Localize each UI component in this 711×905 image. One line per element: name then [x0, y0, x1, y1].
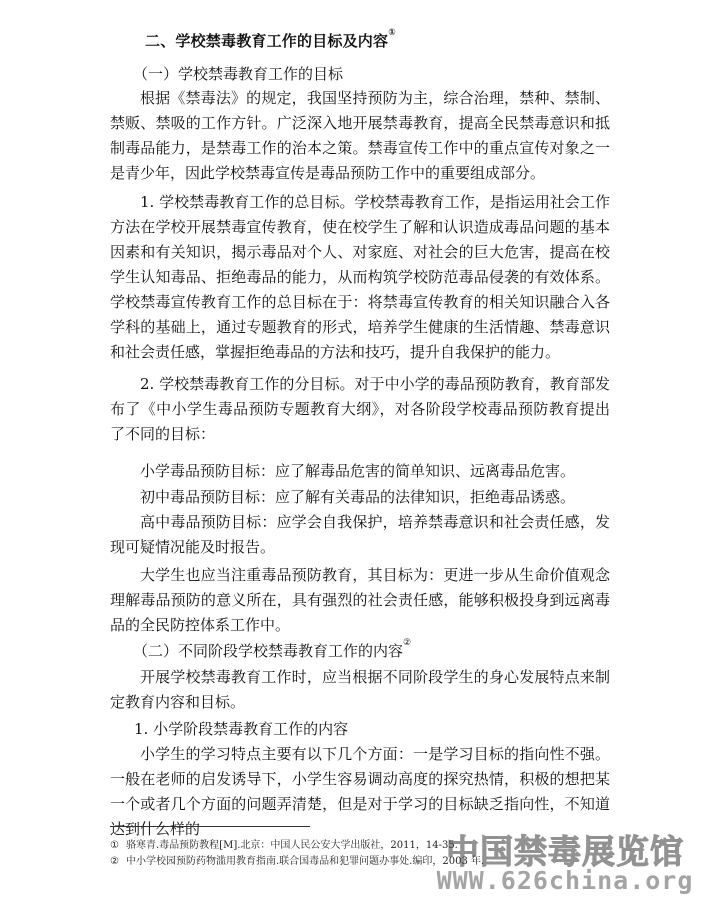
goal-primary-school: 小学毒品预防目标：应了解毒品危害的简单知识、远离毒品危害。 — [140, 462, 576, 480]
footnote-2-mark: ② — [110, 856, 119, 867]
paragraph-content-intro: 开展学校禁毒教育工作时，应当根据不同阶段学生的身心发展特点来制定教育内容和目标。 — [110, 668, 610, 711]
paragraph-sub-goals: 2. 学校禁毒教育工作的分目标。对于中小学的毒品预防教育，教育部发布了《中小学生毒品预防专题教育大纲》，对各阶段学校毒品预防教育提出了不同的目标： — [110, 375, 610, 443]
primary-content-heading: 1. 小学阶段禁毒教育工作的内容 — [134, 720, 349, 738]
footnote-separator — [110, 826, 310, 827]
goal-junior-high: 初中毒品预防目标：应了解有关毒品的法律知识，拒绝毒品诱惑。 — [140, 488, 576, 506]
subsection-title-content-text: （二）不同阶段学校禁毒教育工作的内容 — [133, 642, 404, 660]
section-heading — [145, 30, 396, 51]
watermark-url: WWW.626china.org — [436, 866, 694, 895]
subsection-title-goals: （一）学校禁毒教育工作的目标 — [133, 65, 344, 83]
footnote-2-text: 中小学校园预防药物滥用教育指南.联合国毒品和犯罪问题办事处.编印，2003 年. — [126, 856, 485, 867]
watermark — [425, 826, 705, 898]
paragraph-primary-traits: 小学生的学习特点主要有以下几个方面：一是学习目标的指向性不强。一般在老师的启发诱导下，小学生容易调动高度的探究热情，积极的想把某一个或者几个方面的问题弄清楚，但是对于学习的目标缺乏指向性，不知道达到什么样的 — [110, 745, 610, 838]
footnote-ref-2: ② — [403, 638, 412, 648]
paragraph-college-goal: 大学生也应当注重毒品预防教育，其目标为：更进一步从生命价值观念理解毒品预防的意义所在，具有强烈的社会责任感，能够积极投身到远离毒品的全民防控体系工作中。 — [110, 566, 610, 634]
footnote-ref-1: ① — [388, 28, 397, 38]
paragraph-intro: 根据《禁毒法》的规定，我国坚持预防为主，综合治理，禁种、禁制、禁贩、禁吸的工作方针。广泛深入地开展禁毒教育，提高全民禁毒意识和抵制毒品能力，是禁毒工作的治本之策。禁毒宣传工作中的重点宣传对象之一是青少年，因此学校禁毒宣传是毒品预防工作中的重要组成部分。 — [110, 89, 610, 182]
footnote-1 — [110, 836, 458, 851]
footnote-1-mark: ① — [110, 840, 119, 851]
subsection-title-content — [133, 640, 411, 661]
paragraph-overall-goal: 1. 学校禁毒教育工作的总目标。学校禁毒教育工作，是指运用社会工作方法在学校开展禁毒宣传教育，使在校学生了解和认识造成毒品问题的基本因素和有关知识，揭示毒品对个人、对家庭、对社会的巨大危害，提高在校学生认知毒品、拒绝毒品的能力，从而构筑学校防范毒品侵袭的有效体系。学校禁毒宣传教育工作的总目标在于：将禁毒宣传教育的相关知识融合入各学科的基础上，通过专题教育的形式，培养学生健康的生活情趣、禁毒意识和社会责任感，掌握拒绝毒品的方法和技巧，提升自我保护的能力。 — [110, 193, 610, 361]
paragraph-senior-high-goal: 高中毒品预防目标：应学会自我保护，培养禁毒意识和社会责任感，发现可疑情况能及时报告。 — [110, 513, 610, 556]
section-heading-text: 二、学校禁毒教育工作的目标及内容 — [145, 32, 389, 50]
watermark-title: 中国禁毒展览馆 — [446, 832, 684, 871]
footnote-1-text: 骆寒青.毒品预防教程[M].北京：中国人民公安大学出版社，2011，14-35. — [126, 840, 458, 851]
